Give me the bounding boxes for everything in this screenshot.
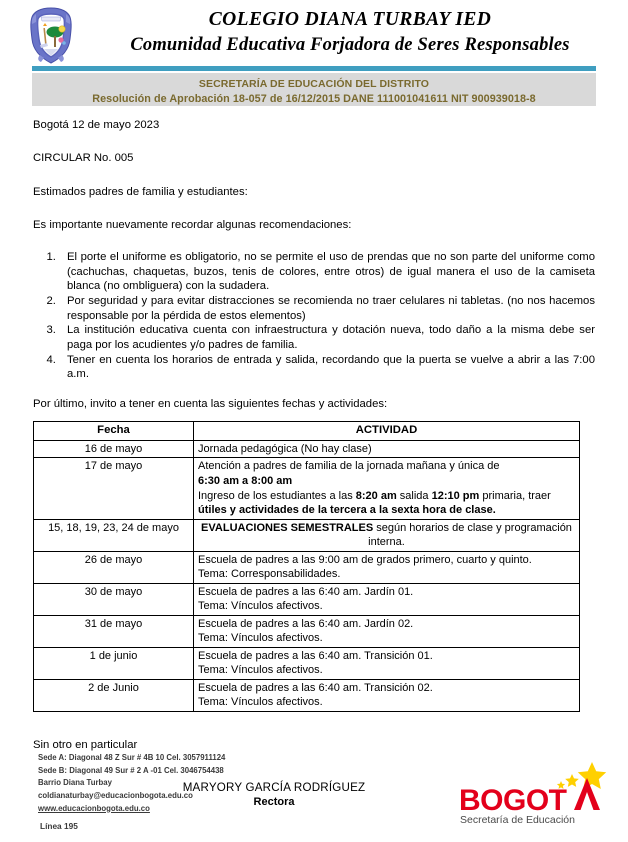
table-row bbox=[34, 551, 580, 583]
table-row bbox=[34, 440, 580, 458]
cell-actividad bbox=[194, 440, 580, 458]
document-footer bbox=[0, 752, 628, 842]
column-header-actividad: ACTIVIDAD bbox=[194, 422, 580, 441]
cell-line: Jornada pedagógica (No hay clase) bbox=[198, 442, 372, 455]
circular-number: CIRCULAR No. 005 bbox=[33, 152, 134, 165]
schedule-table-body bbox=[34, 440, 580, 711]
cell-actividad bbox=[194, 519, 580, 551]
cell-line: Tema: Vínculos afectivos. bbox=[198, 632, 323, 645]
table-row bbox=[34, 583, 580, 615]
cell-actividad bbox=[194, 679, 580, 711]
cell-actividad bbox=[194, 583, 580, 615]
recommendations-list bbox=[33, 250, 595, 382]
star-large-icon bbox=[578, 762, 606, 789]
cell-line: Atención a padres de familia de la jornada mañana y única de bbox=[198, 460, 500, 473]
cell-actividad bbox=[194, 458, 580, 519]
date-line: Bogotá 12 de mayo 2023 bbox=[33, 119, 160, 131]
cell-actividad bbox=[194, 647, 580, 679]
secretaria-banner bbox=[32, 73, 596, 106]
footer-website-link[interactable]: www.educacionbogota.edu.co bbox=[38, 803, 150, 813]
table-row bbox=[34, 647, 580, 679]
star-medium-icon bbox=[565, 774, 579, 787]
footer-contact-info bbox=[38, 752, 225, 815]
teal-divider bbox=[32, 66, 596, 71]
cell-fecha: 17 de mayo bbox=[34, 458, 194, 519]
cell-fecha: 15, 18, 19, 23, 24 de mayo bbox=[34, 519, 194, 551]
list-item: 4. Tener en cuenta los horarios de entrada y salida, recordando que la puerta se vuelve a abrir a las 7:00 a.m. bbox=[59, 353, 595, 382]
list-item: 1. El porte el uniforme es obligatorio, no se permite el uso de prendas que no son parte del uniforme como (cachuchas, chaquetas, buzos, tenis de colores, entre otros) de igual manera el uso de la camiseta blanca (no ombliguera) con la sudadera. bbox=[59, 250, 595, 294]
cell-fecha: 30 de mayo bbox=[34, 583, 194, 615]
cell-line: Escuela de padres a las 6:40 am. Transición 02. bbox=[198, 681, 433, 694]
cell-fecha: 1 de junio bbox=[34, 647, 194, 679]
footer-line: Sede A: Diagonal 48 Z Sur # 4B 10 Cel. 3057911124 bbox=[38, 753, 226, 762]
document-header bbox=[0, 0, 628, 66]
signer-role: Rectora bbox=[253, 795, 295, 808]
salutation: Estimados padres de familia y estudiantes: bbox=[33, 185, 248, 198]
school-motto: Comunidad Educativa Forjadora de Seres Responsables bbox=[130, 35, 570, 56]
table-header-row bbox=[34, 422, 580, 441]
bogota-logo bbox=[454, 760, 614, 828]
cell-fecha: 26 de mayo bbox=[34, 551, 194, 583]
cell-line: 6:30 am a 8:00 am bbox=[198, 474, 293, 487]
cell-line: Escuela de padres a las 6:40 am. Jardín 01. bbox=[198, 585, 414, 598]
cell-line: Tema: Vínculos afectivos. bbox=[198, 696, 323, 709]
cell-line: Tema: Vínculos afectivos. bbox=[198, 664, 323, 677]
svg-text:Secretaría de Educación: Secretaría de Educación bbox=[460, 814, 575, 826]
closing-line: Sin otro en particular bbox=[33, 738, 138, 751]
table-row bbox=[34, 615, 580, 647]
cell-fecha: 31 de mayo bbox=[34, 615, 194, 647]
cell-line: Ingreso de los estudiantes a las 8:20 am salida 12:10 pm primaria, traer bbox=[198, 489, 551, 502]
column-header-fecha: Fecha bbox=[34, 422, 194, 441]
cell-fecha: 2 de Junio bbox=[34, 679, 194, 711]
list-item: 3. La institución educativa cuenta con infraestructura y dotación nueva, todo daño a la misma debe ser paga por los acudientes y/o padres de familia. bbox=[59, 323, 595, 352]
cell-line: Tema: Vínculos afectivos. bbox=[198, 600, 323, 613]
svg-text:BOGOT: BOGOT bbox=[459, 784, 567, 817]
header-titles bbox=[80, 8, 620, 57]
school-name: COLEGIO DIANA TURBAY IED bbox=[208, 9, 492, 30]
cell-line: Escuela de padres a las 6:40 am. Jardín 02. bbox=[198, 617, 414, 630]
banner-line-2: Resolución de Aprobación 18-057 de 16/12/2015 DANE 111001041611 NIT 900939018-8 bbox=[92, 93, 536, 106]
intro-paragraph: Es importante nuevamente recordar algunas recomendaciones: bbox=[33, 218, 352, 231]
cell-line: Escuela de padres a las 6:40 am. Transición 01. bbox=[198, 649, 433, 662]
footer-line: Sede B: Diagonal 49 Sur # 2 A -01 Cel. 3046754438 bbox=[38, 765, 224, 775]
cell-actividad bbox=[194, 615, 580, 647]
document-body bbox=[33, 118, 595, 808]
table-row bbox=[34, 519, 580, 551]
table-intro: Por último, invito a tener en cuenta las siguientes fechas y actividades: bbox=[33, 398, 388, 411]
list-item: 2. Por seguridad y para evitar distracciones se recomienda no traer celulares ni tabletas. (no nos hacemos responsable por la pérdida de estos elementos) bbox=[59, 294, 595, 323]
footer-line: Barrio Diana Turbay bbox=[38, 778, 112, 788]
footer-linea-195: Línea 195 bbox=[40, 821, 78, 831]
banner-line-1: SECRETARÍA DE EDUCACIÓN DEL DISTRITO bbox=[198, 78, 430, 90]
cell-actividad bbox=[194, 551, 580, 583]
cell-line: Escuela de padres a las 9:00 am de grados primero, cuarto y quinto. bbox=[198, 553, 532, 566]
footer-email: coldianaturbay@educacionbogota.edu.co bbox=[38, 790, 193, 800]
school-crest-icon bbox=[28, 7, 74, 64]
schedule-table bbox=[33, 421, 580, 712]
cell-line: Tema: Corresponsabilidades. bbox=[198, 568, 341, 581]
table-row bbox=[34, 679, 580, 711]
cell-line: EVALUACIONES SEMESTRALES según horarios de clase y programación interna. bbox=[201, 521, 572, 549]
cell-fecha: 16 de mayo bbox=[34, 440, 194, 458]
cell-line: útiles y actividades de la tercera a la sexta hora de clase. bbox=[198, 504, 496, 517]
signer-name: MARYORY GARCÍA RODRÍGUEZ bbox=[182, 780, 366, 794]
table-row bbox=[34, 458, 580, 519]
